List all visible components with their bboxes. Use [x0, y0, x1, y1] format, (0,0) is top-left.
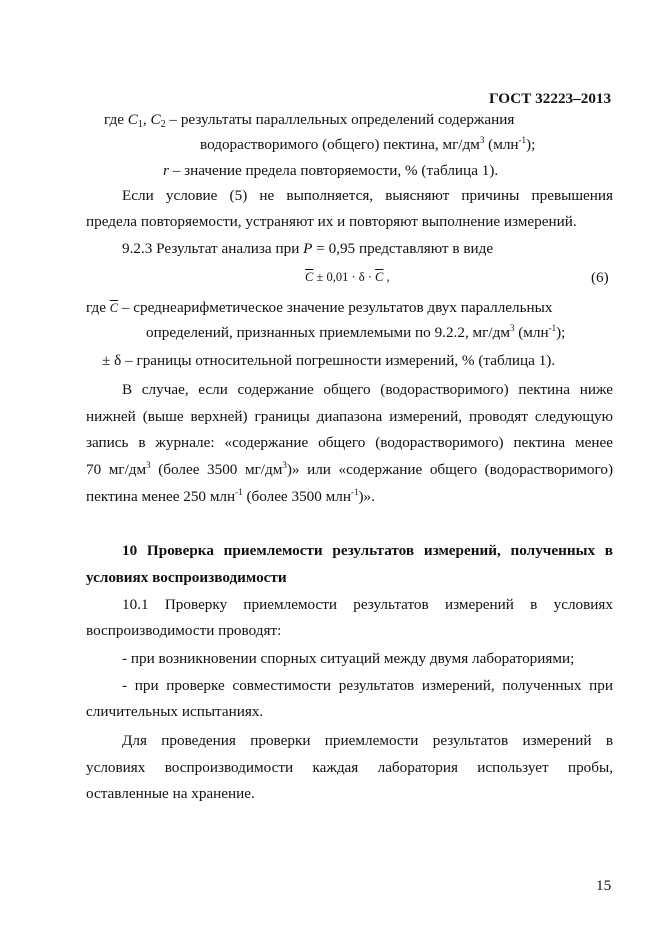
- formula-6: $\overline{C} \pm 0,01 \cdot \delta \cdot \overline{C}$ ,: [305, 270, 390, 284]
- definition-r: r – значение предела повторяемости, % (таблица 1).: [163, 162, 499, 179]
- paragraph-samples-line3: оставленные на хранение.: [86, 785, 255, 802]
- clause-10-1-line2: воспроизводимости проводят:: [86, 622, 282, 639]
- page-number: 15: [596, 877, 612, 894]
- definition-c-mean-continued: определений, признанных приемлемыми по 9.2.2, $мг/дм^3$ (млн$^{-1}$);: [146, 323, 566, 341]
- paragraph-samples-line2: условиях воспроизводимости каждая лаборатория использует пробы,: [86, 759, 613, 776]
- definition-c1-c2-continued: водорастворимого (общего) пектина, $мг/дм^3$ (млн$^{-1}$);: [200, 135, 536, 153]
- list-item-comparison-line2: сличительных испытаниях.: [86, 703, 264, 720]
- clause-10-1-line1: 10.1 Проверку приемлемости результатов измерений в условиях: [122, 596, 613, 613]
- paragraph-samples-line1: Для проведения проверки приемлемости результатов измерений в: [122, 732, 613, 749]
- list-item-disputes: - при возникновении спорных ситуаций между двумя лабораториями;: [122, 650, 575, 667]
- section-10-heading-line1: 10 Проверка приемлемости результатов измерений, полученных в: [122, 542, 613, 559]
- paragraph-case-line1: В случае, если содержание общего (водорастворимого) пектина ниже: [122, 381, 613, 398]
- paragraph-case-line4: 70 $мг/дм^3$ (более 3500 $мг/дм^3$)» или «содержание общего (водорастворимого): [86, 460, 614, 478]
- definition-c-mean: где $\overline{C}$ – среднеарифметическое значение результатов двух параллельных: [86, 299, 553, 316]
- document-id: ГОСТ 32223–2013: [489, 90, 612, 107]
- list-item-comparison-line1: - при проверке совместимости результатов измерений, полученных при: [122, 677, 613, 694]
- paragraph-condition-line1: Если условие (5) не выполняется, выясняют причины превышения: [122, 187, 613, 204]
- definition-delta: ± δ – границы относительной погрешности измерений, % (таблица 1).: [102, 352, 556, 369]
- section-10-heading-line2: условиях воспроизводимости: [86, 569, 287, 586]
- clause-9-2-3: 9.2.3 Результат анализа при P = 0,95 представляют в виде: [122, 240, 494, 257]
- paragraph-case-line2: нижней (выше верхней) границы диапазона измерений, проводят следующую: [86, 408, 613, 425]
- paragraph-case-line3: запись в журнале: «содержание общего (водорастворимого) пектина менее: [86, 434, 613, 451]
- paragraph-case-line5: пектина менее 250 млн$^{-1}$ (более 3500 млн$^{-1}$)».: [86, 487, 375, 505]
- paragraph-condition-line2: предела повторяемости, устраняют их и повторяют выполнение измерений.: [86, 213, 577, 230]
- definition-c1-c2: где $C_1$, $C_2$ – результаты параллельных определений содержания: [104, 111, 515, 130]
- formula-number: (6): [591, 269, 609, 286]
